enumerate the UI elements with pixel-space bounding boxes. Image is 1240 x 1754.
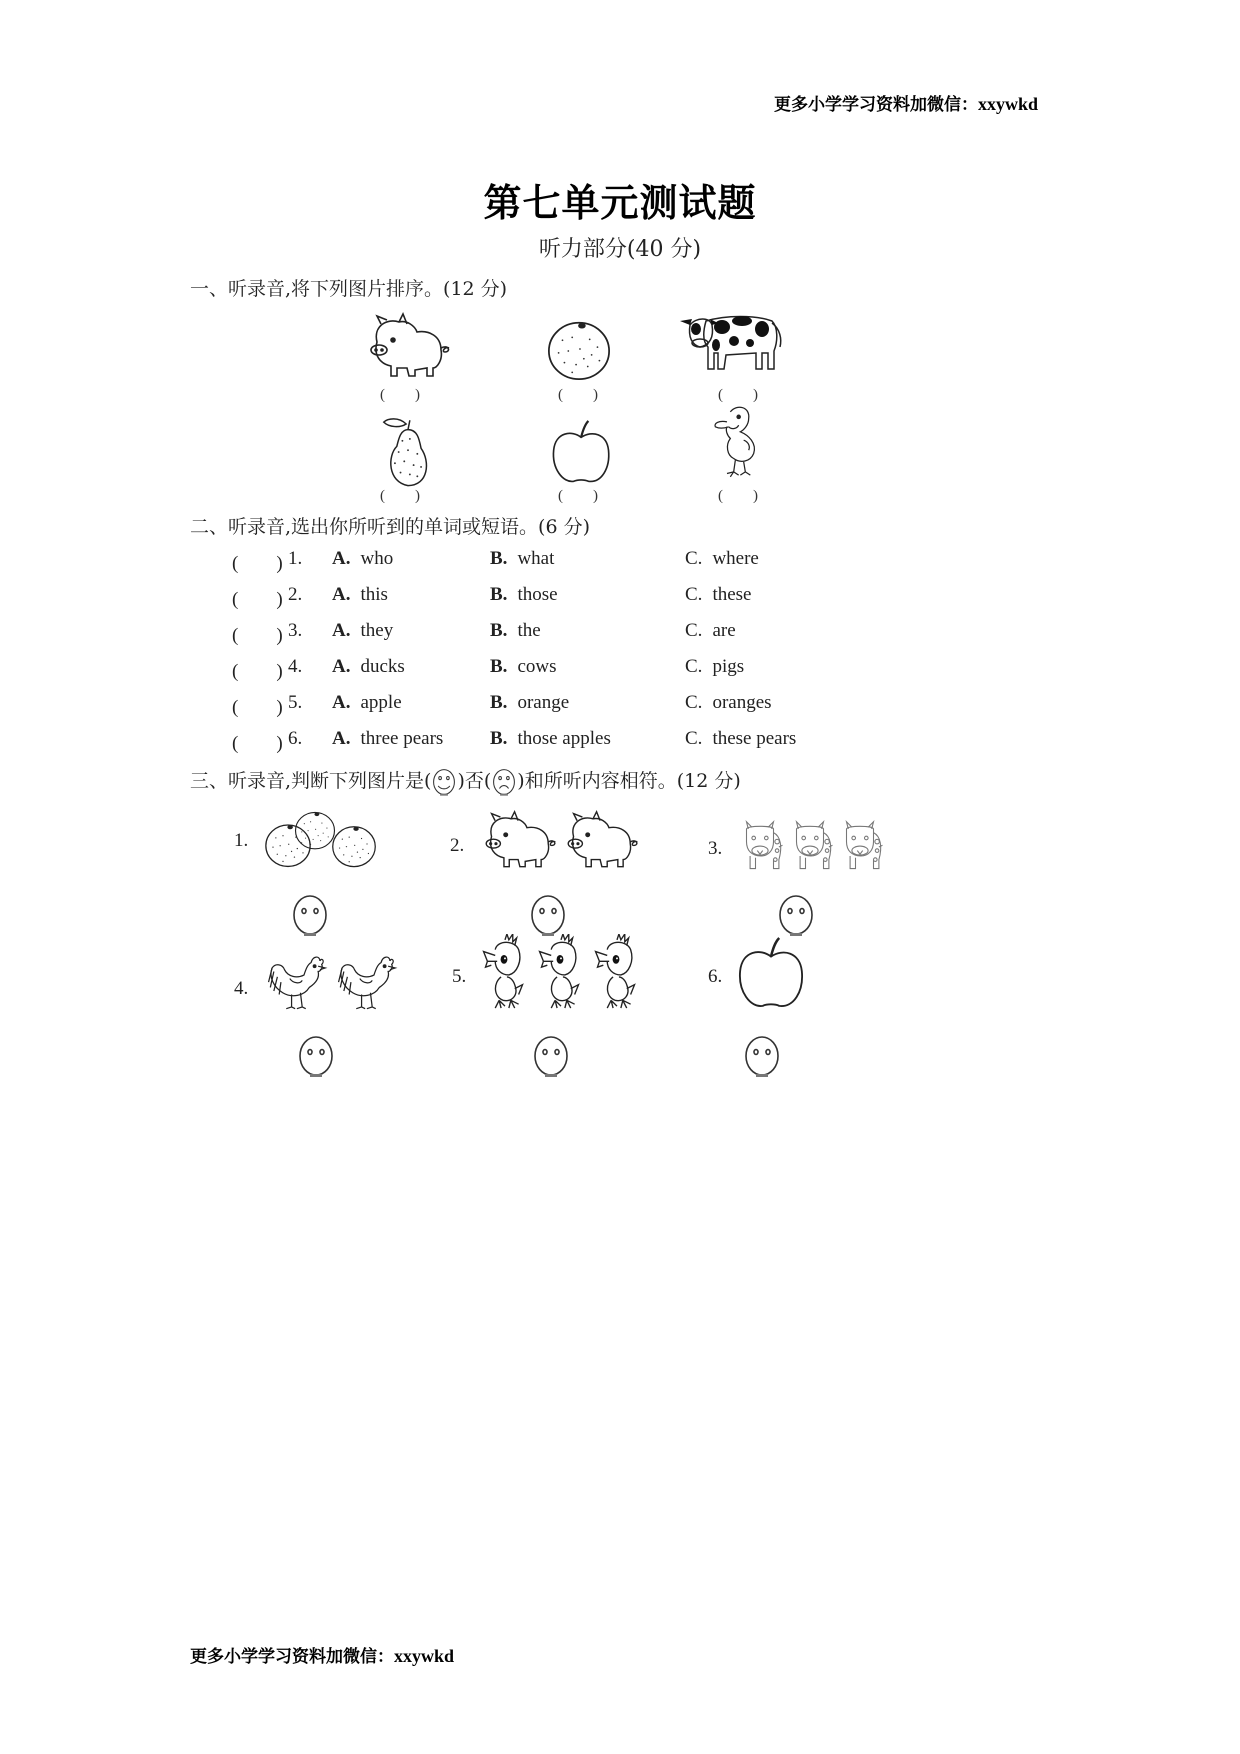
item-number: 5. [452, 966, 467, 987]
option-a[interactable]: A. ducks [332, 656, 405, 677]
option-c[interactable]: C. pigs [685, 656, 745, 677]
footer-watermark [190, 1642, 454, 1667]
section3-heading-part1: 三、听录音,判断下列图片是( [190, 770, 432, 792]
option-b[interactable]: B. those apples [490, 728, 611, 749]
question-number: 4. [288, 656, 303, 677]
footer-watermark-code: xxywkd [394, 1646, 455, 1666]
section3-heading [190, 766, 741, 797]
option-a[interactable]: A. they [332, 620, 394, 641]
option-b[interactable]: B. those [490, 584, 558, 605]
option-a[interactable]: A. apple [332, 692, 402, 713]
orange-icon [544, 316, 614, 384]
question-number: 6. [288, 728, 303, 749]
answer-face-5[interactable] [531, 1034, 571, 1078]
answer-blank[interactable]: ( ) [232, 697, 283, 718]
question-number: 2. [288, 584, 303, 605]
answer-blank[interactable]: ( ) [232, 589, 283, 610]
answer-blank[interactable]: ( ) [232, 661, 283, 682]
answer-blank-duck[interactable]: ( ) [718, 488, 758, 504]
pigs-icon [478, 810, 646, 872]
answer-face-3[interactable] [776, 893, 816, 937]
apple-icon [736, 936, 808, 1010]
pear-icon [380, 414, 436, 490]
option-a[interactable]: A. who [332, 548, 394, 569]
item-number: 1. [234, 830, 249, 851]
option-c[interactable]: C. are [685, 620, 736, 641]
pig-icon [362, 312, 454, 382]
answer-blank[interactable]: ( ) [232, 733, 283, 754]
item-number: 3. [708, 838, 723, 859]
apple-icon [550, 418, 614, 486]
option-b[interactable]: B. what [490, 548, 555, 569]
option-a[interactable]: A. three pears [332, 728, 444, 749]
option-c[interactable]: C. these pears [685, 728, 797, 749]
section2-heading: 二、听录音,选出你所听到的单词或短语。(6 分) [190, 516, 590, 538]
duck-icon [712, 398, 762, 484]
oranges-icon [262, 808, 387, 870]
cow-icon [676, 306, 786, 378]
cows-icon [736, 820, 886, 874]
section3-heading-part2: )否( [457, 770, 492, 792]
roosters-icon [262, 952, 402, 1014]
option-b[interactable]: B. cows [490, 656, 557, 677]
question-number: 1. [288, 548, 303, 569]
section1-heading: 一、听录音,将下列图片排序。(12 分) [190, 278, 508, 300]
footer-watermark-text: 更多小学学习资料加微信： [190, 1647, 394, 1667]
header-watermark-text: 更多小学学习资料加微信： [774, 95, 978, 115]
option-c[interactable]: C. oranges [685, 692, 772, 713]
answer-face-6[interactable] [742, 1034, 782, 1078]
item-number: 6. [708, 966, 723, 987]
header-watermark [774, 90, 1038, 115]
answer-face-1[interactable] [290, 893, 330, 937]
page-subtitle: 听力部分(40 分) [538, 237, 702, 262]
header-watermark-code: xxywkd [978, 94, 1039, 114]
option-c[interactable]: C. these [685, 584, 752, 605]
answer-face-2[interactable] [528, 893, 568, 937]
item-number: 4. [234, 978, 249, 999]
item-number: 2. [450, 835, 465, 856]
section3-heading-part3: )和所听内容相符。(12 分) [517, 770, 741, 792]
answer-blank[interactable]: ( ) [232, 553, 283, 574]
page-title: 第七单元测试题 [483, 181, 757, 225]
sad-face-icon [491, 767, 517, 797]
answer-blank-apple[interactable]: ( ) [558, 488, 598, 504]
answer-blank-pig[interactable]: ( ) [380, 387, 420, 403]
answer-blank-pear[interactable]: ( ) [380, 488, 420, 504]
question-number: 3. [288, 620, 303, 641]
option-c[interactable]: C. where [685, 548, 759, 569]
option-b[interactable]: B. orange [490, 692, 570, 713]
happy-face-icon [431, 767, 457, 797]
answer-face-4[interactable] [296, 1034, 336, 1078]
ducklings-icon [478, 934, 642, 1012]
option-b[interactable]: B. the [490, 620, 541, 641]
question-number: 5. [288, 692, 303, 713]
answer-blank-orange[interactable]: ( ) [558, 387, 598, 403]
answer-blank[interactable]: ( ) [232, 625, 283, 646]
option-a[interactable]: A. this [332, 584, 388, 605]
answer-blank-cow[interactable]: ( ) [718, 387, 758, 403]
